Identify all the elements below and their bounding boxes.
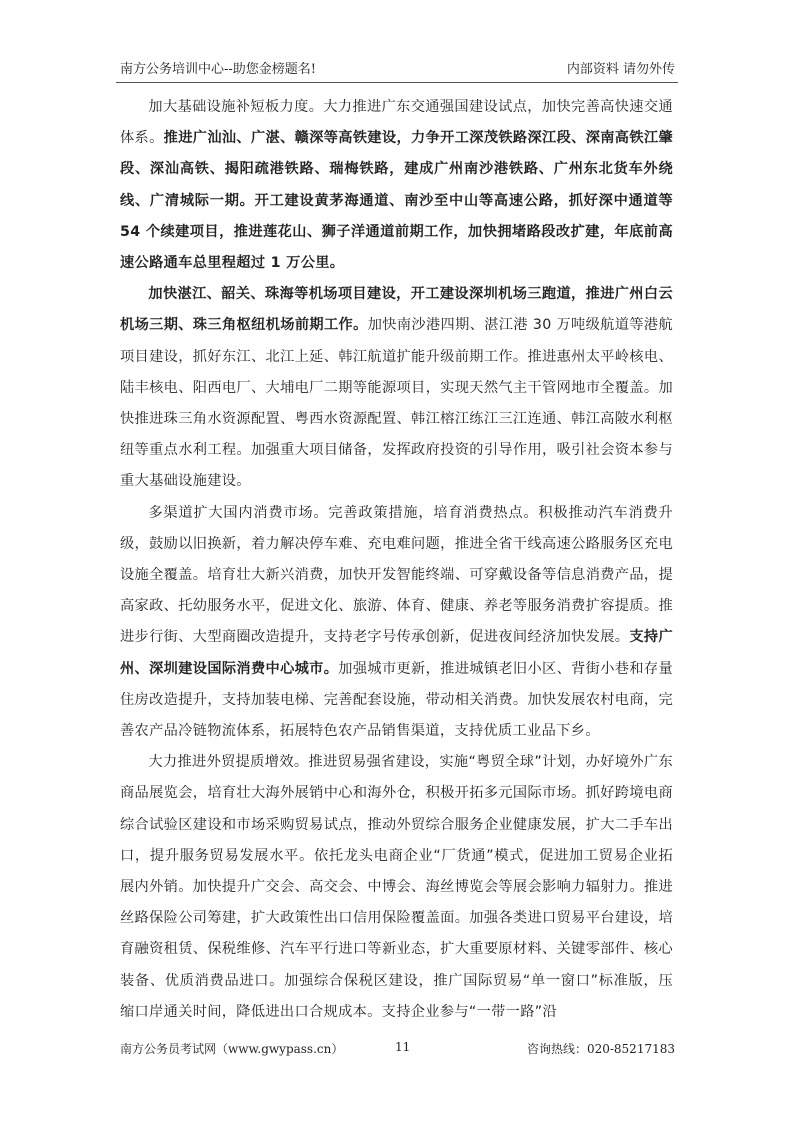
document-body	[120, 92, 673, 1028]
header-divider	[116, 82, 678, 83]
paragraph-infrastructure	[120, 92, 673, 279]
footer-hotline: 咨询热线：020-85217183	[526, 1042, 675, 1056]
footer-website: 南方公务员考试网（www.gwypass.cn）	[120, 1042, 344, 1056]
paragraph-text: 加大基础设施补短板力度。大力推进广东交通强国建设试点，加快完善高快速交通体系。	[120, 99, 673, 147]
paragraph-consumption	[120, 498, 673, 748]
paragraph-foreign-trade	[120, 747, 673, 1028]
bold-text: 支持广州、深圳建设国际消费中心城市。	[120, 629, 673, 677]
bold-text: 推进广汕汕、广湛、赣深等高铁建设，力争开工深茂铁路深江段、深南高铁江肇段、深汕高铁、揭阳疏港铁路、瑞梅铁路，建成广州南沙港铁路、广州东北货车外绕线、广清城际一期。开工建设黄茅海通道、南沙至中山等高速公路，抓好深中通道等 54 个续建项目，推进莲花山、狮子洋通道前期工作，加快拥堵路段改扩建，年底前高速公路通车总里程超过 1 万公里。	[120, 130, 673, 272]
page-footer	[120, 1040, 675, 1060]
paragraph-text: 加快南沙港四期、湛江港 30 万吨级航道等港航项目建设，抓好东江、北江上延、韩江航道扩能升级前期工作。推进惠州太平岭核电、陆丰核电、阳西电厂、大埔电厂二期等能源项目，实现天然气主干管网地市全覆盖。加快推进珠三角水资源配置、粤西水资源配置、韩江榕江练江三江连通、韩江高陂水利枢纽等重点水利工程。加强重大项目储备，发挥政府投资的引导作用，吸引社会资本参与重大基础设施建设。	[120, 317, 674, 490]
bold-text: 加快湛江、韶关、珠海等机场项目建设，开工建设深圳机场三跑道，推进广州白云机场三期、珠三角枢纽机场前期工作。	[120, 286, 673, 334]
paragraph-text: 加强城市更新，推进城镇老旧小区、背街小巷和存量住房改造提升，支持加装电梯、完善配套设施，带动相关消费。加快发展农村电商，完善农产品冷链物流体系，拓展特色农产品销售渠道，支持优质工业品下乡。	[120, 660, 673, 740]
paragraph-text: 大力推进外贸提质增效。推进贸易强省建设，实施“粤贸全球”计划，办好境外广东商品展览会，培育壮大海外展销中心和海外仓，积极开拓多元国际市场。抓好跨境电商综合试验区建设和市场采购贸易试点，推动外贸综合服务企业健康发展，扩大二手车出口，提升服务贸易发展水平。依托龙头电商企业“厂货通”模式，促进加工贸易企业拓展内外销。加快提升广交会、高交会、中博会、海丝博览会等展会影响力辐射力。推进丝路保险公司筹建，扩大政策性出口信用保险覆盖面。加强各类进口贸易平台建设，培育融资租赁、保税维修、汽车平行进口等新业态，扩大重要原材料、关键零部件、核心装备、优质消费品进口。加强综合保税区建设，推广国际贸易“单一窗口”标准版，压缩口岸通关时间，降低进出口合规成本。支持企业参与“一带一路”沿	[120, 754, 673, 1020]
paragraph-airports-ports	[120, 279, 673, 497]
header-left-text: 南方公务培训中心--助您金榜题名!	[120, 62, 317, 77]
page-header	[120, 58, 675, 80]
paragraph-text: 多渠道扩大国内消费市场。完善政策措施，培育消费热点。积极推动汽车消费升级，鼓励以旧换新，着力解决停车难、充电难问题，推进全省干线高速公路服务区充电设施全覆盖。培育壮大新兴消费，加快开发智能终端、可穿戴设备等信息消费产品，提高家政、托幼服务水平，促进文化、旅游、体育、健康、养老等服务消费扩容提质。推进步行街、大型商圈改造提升，支持老字号传承创新，促进夜间经济加快发展。	[120, 504, 673, 646]
header-right-text: 内部资料 请勿外传	[566, 62, 675, 77]
page-number: 11	[395, 1040, 411, 1054]
